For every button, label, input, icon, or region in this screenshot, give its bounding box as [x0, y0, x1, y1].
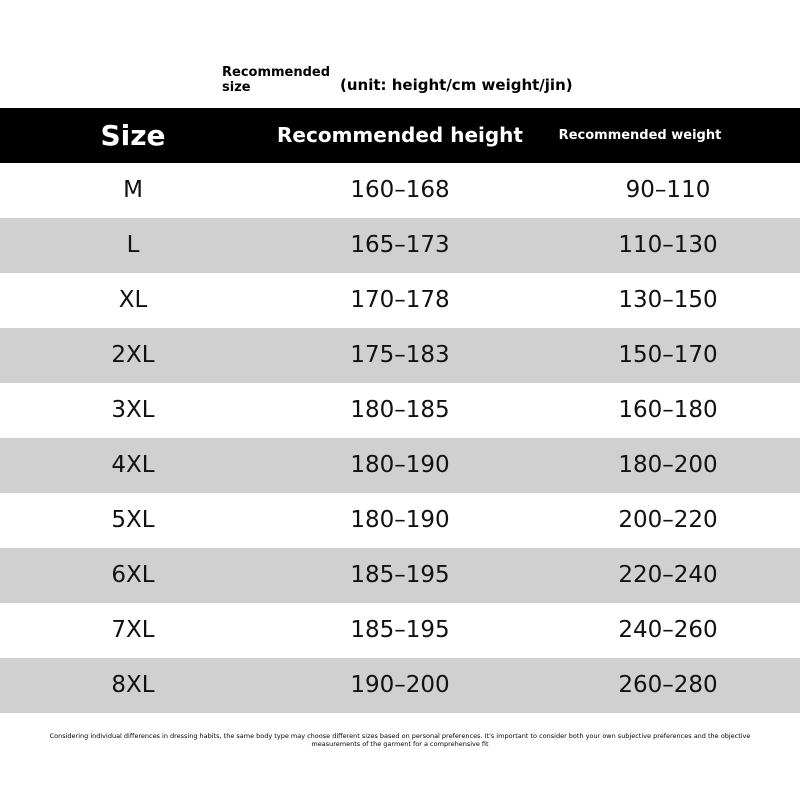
- table-row: [0, 603, 800, 658]
- cell-height: 185–195: [350, 617, 450, 643]
- footnote: Considering individual differences in dressing habits, the same body type may choose different sizes based on personal preferences. It's important to consider both your own subjective preferences and the objective measurements of the garment for a comprehensive fit: [49, 732, 751, 748]
- table-row: [0, 273, 800, 328]
- cell-size: 4XL: [111, 452, 155, 478]
- cell-weight: 110–130: [618, 232, 718, 258]
- table-row: [0, 493, 800, 548]
- cell-size: L: [126, 232, 140, 258]
- cell-size: 7XL: [111, 617, 155, 643]
- cell-size: 2XL: [111, 342, 155, 368]
- header-height: Recommended height: [277, 123, 523, 147]
- cell-weight: 220–240: [618, 562, 718, 588]
- table-row: [0, 163, 800, 218]
- table-row: [0, 383, 800, 438]
- cell-height: 160–168: [350, 177, 450, 203]
- table-row: [0, 218, 800, 273]
- table-row: [0, 658, 800, 713]
- cell-weight: 90–110: [625, 177, 711, 203]
- cell-height: 180–190: [350, 507, 450, 533]
- cell-weight: 130–150: [618, 287, 718, 313]
- cell-height: 185–195: [350, 562, 450, 588]
- cell-weight: 260–280: [618, 672, 718, 698]
- cell-weight: 200–220: [618, 507, 718, 533]
- cell-size: 5XL: [111, 507, 155, 533]
- header-size: Size: [100, 119, 166, 152]
- cell-weight: 180–200: [618, 452, 718, 478]
- cell-height: 180–185: [350, 397, 450, 423]
- cell-height: 175–183: [350, 342, 450, 368]
- cell-weight: 150–170: [618, 342, 718, 368]
- cell-weight: 240–260: [618, 617, 718, 643]
- header-weight: Recommended weight: [558, 128, 722, 143]
- table-row: [0, 548, 800, 603]
- cell-size: 3XL: [111, 397, 155, 423]
- cell-height: 180–190: [350, 452, 450, 478]
- cell-height: 165–173: [350, 232, 450, 258]
- cell-height: 190–200: [350, 672, 450, 698]
- unit-note: (unit: height/cm weight/jin): [340, 76, 573, 94]
- cell-size: XL: [118, 287, 148, 313]
- table-row: [0, 438, 800, 493]
- cell-weight: 160–180: [618, 397, 718, 423]
- cell-size: 6XL: [111, 562, 155, 588]
- subtitle-label: Recommended size: [222, 65, 331, 95]
- cell-height: 170–178: [350, 287, 450, 313]
- table-row: [0, 328, 800, 383]
- cell-size: M: [123, 177, 143, 203]
- cell-size: 8XL: [111, 672, 155, 698]
- table-header: [0, 108, 800, 163]
